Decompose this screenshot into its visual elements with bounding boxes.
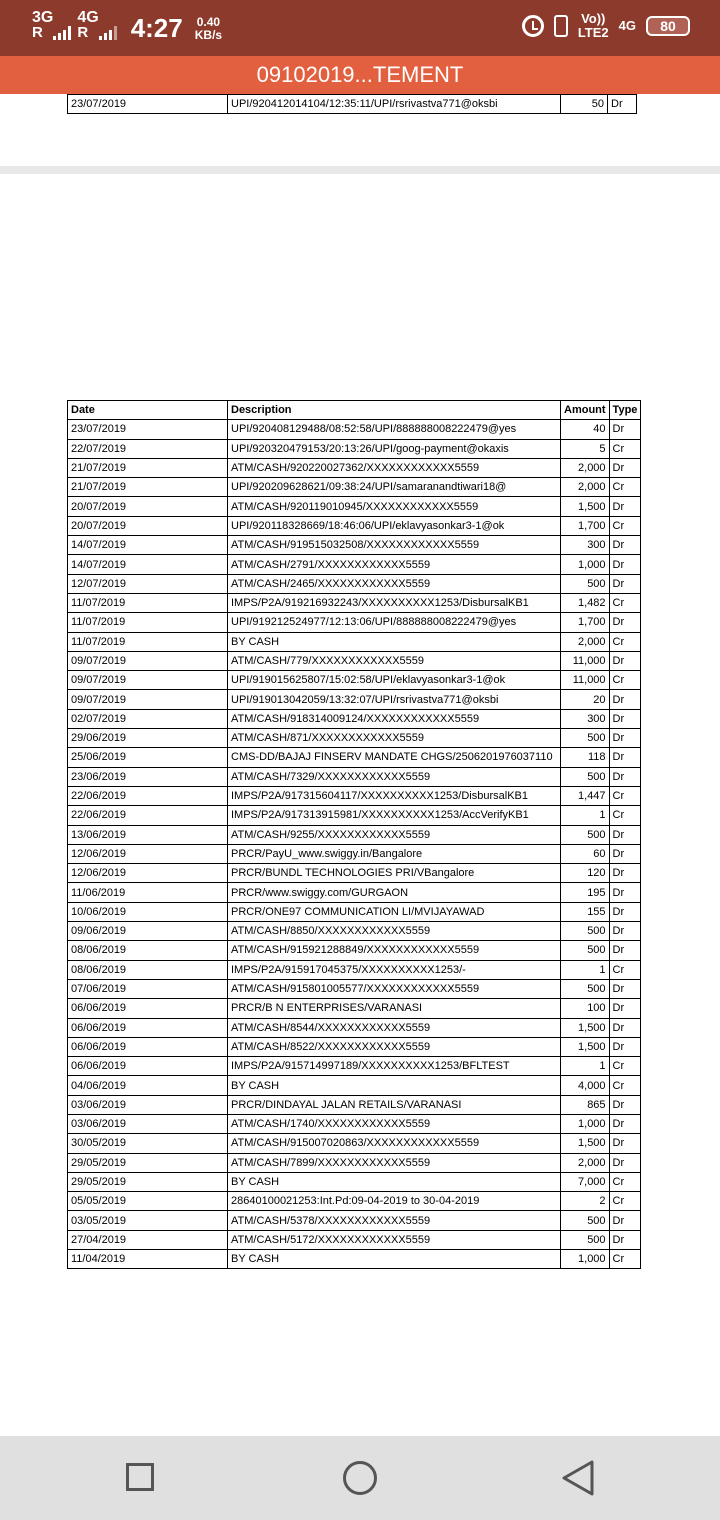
table-row bbox=[68, 1192, 641, 1211]
table-row bbox=[68, 497, 641, 516]
cell-type: Dr bbox=[609, 1230, 641, 1249]
cell-type: Cr bbox=[609, 1057, 641, 1076]
table-row bbox=[68, 1211, 641, 1230]
document-title: 09102019...TEMENT bbox=[256, 62, 464, 87]
network-type-2: 4G bbox=[77, 9, 99, 26]
table-row bbox=[68, 1095, 641, 1114]
battery-level: 80 bbox=[660, 18, 676, 34]
cell-type: Cr bbox=[609, 1250, 641, 1269]
cell-description: UPI/919212524977/12:13:06/UPI/888888008222479@yes bbox=[228, 613, 561, 632]
cell-type: Cr bbox=[609, 671, 641, 690]
table-row bbox=[68, 439, 641, 458]
cell-date: 14/07/2019 bbox=[68, 555, 228, 574]
network-indicator-1 bbox=[32, 10, 53, 40]
table-row bbox=[68, 516, 641, 535]
cell-amount: 1 bbox=[561, 806, 610, 825]
table-row bbox=[68, 458, 641, 477]
cell-type: Dr bbox=[609, 941, 641, 960]
header-amount: Amount bbox=[561, 401, 610, 420]
cell-amount: 500 bbox=[561, 1211, 610, 1230]
cell-type: Cr bbox=[609, 1076, 641, 1095]
cell-type: Dr bbox=[609, 748, 641, 767]
vibrate-icon bbox=[554, 15, 568, 37]
cell-date: 21/07/2019 bbox=[68, 458, 228, 477]
roaming-1: R bbox=[32, 24, 43, 41]
recents-square-icon[interactable] bbox=[126, 1463, 154, 1491]
cell-type: Dr bbox=[609, 420, 641, 439]
cell-description: ATM/CASH/9255/XXXXXXXXXXXX5559 bbox=[228, 825, 561, 844]
cell-description: UPI/920412014104/12:35:11/UPI/rsrivastva771@oksbi bbox=[228, 95, 561, 114]
cell-description: PRCR/PayU_www.swiggy.in/Bangalore bbox=[228, 844, 561, 863]
cell-description: CMS-DD/BAJAJ FINSERV MANDATE CHGS/2506201976037110 bbox=[228, 748, 561, 767]
cell-type: Dr bbox=[609, 690, 641, 709]
alarm-icon bbox=[522, 15, 544, 37]
cell-type: Dr bbox=[609, 574, 641, 593]
cell-description: IMPS/P2A/919216932243/XXXXXXXXXX1253/DisbursalKB1 bbox=[228, 593, 561, 612]
table-row bbox=[68, 999, 641, 1018]
cell-date: 23/06/2019 bbox=[68, 767, 228, 786]
cell-description: PRCR/ONE97 COMMUNICATION LI/MVIJAYAWAD bbox=[228, 902, 561, 921]
cell-description: UPI/919015625807/15:02:58/UPI/eklavyasonkar3-1@ok bbox=[228, 671, 561, 690]
cell-amount: 300 bbox=[561, 536, 610, 555]
table-row bbox=[68, 593, 641, 612]
cell-description: UPI/920209628621/09:38:24/UPI/samaranandtiwari18@ bbox=[228, 478, 561, 497]
cell-date: 21/07/2019 bbox=[68, 478, 228, 497]
table-row bbox=[68, 979, 641, 998]
signal-bars-1-icon bbox=[53, 26, 71, 40]
cell-amount: 60 bbox=[561, 844, 610, 863]
table-row bbox=[68, 1250, 641, 1269]
cell-description: PRCR/DINDAYAL JALAN RETAILS/VARANASI bbox=[228, 1095, 561, 1114]
speed-value: 0.40 bbox=[196, 15, 221, 29]
cell-description: UPI/920408129488/08:52:58/UPI/888888008222479@yes bbox=[228, 420, 561, 439]
cell-description: ATM/CASH/8522/XXXXXXXXXXXX5559 bbox=[228, 1037, 561, 1056]
cell-description: ATM/CASH/915007020863/XXXXXXXXXXXX5559 bbox=[228, 1134, 561, 1153]
table-row bbox=[68, 690, 641, 709]
cell-type: Dr bbox=[609, 1211, 641, 1230]
table-row bbox=[68, 709, 641, 728]
cell-date: 12/06/2019 bbox=[68, 864, 228, 883]
volte-indicator bbox=[578, 12, 609, 40]
cell-amount: 120 bbox=[561, 864, 610, 883]
cell-date: 11/04/2019 bbox=[68, 1250, 228, 1269]
back-triangle-icon[interactable] bbox=[560, 1459, 596, 1497]
navigation-bar bbox=[0, 1436, 720, 1520]
cell-amount: 1,447 bbox=[561, 786, 610, 805]
cell-date: 22/06/2019 bbox=[68, 786, 228, 805]
cell-amount: 2,000 bbox=[561, 478, 610, 497]
cell-amount: 1,500 bbox=[561, 1134, 610, 1153]
cell-type: Dr bbox=[609, 1114, 641, 1133]
status-bar bbox=[0, 0, 720, 56]
cell-amount: 7,000 bbox=[561, 1172, 610, 1191]
cell-amount: 2,000 bbox=[561, 1153, 610, 1172]
cell-description: BY CASH bbox=[228, 1076, 561, 1095]
cell-date: 09/07/2019 bbox=[68, 651, 228, 670]
cell-type: Cr bbox=[609, 632, 641, 651]
cell-description: ATM/CASH/7329/XXXXXXXXXXXX5559 bbox=[228, 767, 561, 786]
cell-description: ATM/CASH/915921288849/XXXXXXXXXXXX5559 bbox=[228, 941, 561, 960]
cell-description: PRCR/BUNDL TECHNOLOGIES PRI/VBangalore bbox=[228, 864, 561, 883]
cell-type: Dr bbox=[609, 864, 641, 883]
cell-date: 20/07/2019 bbox=[68, 516, 228, 535]
cell-date: 03/05/2019 bbox=[68, 1211, 228, 1230]
cell-description: ATM/CASH/2791/XXXXXXXXXXXX5559 bbox=[228, 555, 561, 574]
table-row bbox=[68, 671, 641, 690]
cell-type: Cr bbox=[609, 786, 641, 805]
cell-type: Cr bbox=[609, 593, 641, 612]
cell-description: ATM/CASH/920220027362/XXXXXXXXXXXX5559 bbox=[228, 458, 561, 477]
cell-amount: 50 bbox=[561, 95, 608, 114]
cell-amount: 1,700 bbox=[561, 516, 610, 535]
cell-date: 06/06/2019 bbox=[68, 1037, 228, 1056]
cell-date: 03/06/2019 bbox=[68, 1114, 228, 1133]
cell-date: 06/06/2019 bbox=[68, 1057, 228, 1076]
cell-amount: 2 bbox=[561, 1192, 610, 1211]
cell-amount: 118 bbox=[561, 748, 610, 767]
cell-date: 29/05/2019 bbox=[68, 1172, 228, 1191]
table-row bbox=[68, 420, 641, 439]
table-row bbox=[68, 767, 641, 786]
cell-amount: 1,500 bbox=[561, 1018, 610, 1037]
table-row bbox=[68, 844, 641, 863]
cell-amount: 1,000 bbox=[561, 1114, 610, 1133]
cell-type: Dr bbox=[609, 902, 641, 921]
cell-amount: 11,000 bbox=[561, 671, 610, 690]
cell-amount: 500 bbox=[561, 922, 610, 941]
clock: 4:27 bbox=[130, 13, 183, 43]
cell-amount: 1,000 bbox=[561, 555, 610, 574]
cell-date: 30/05/2019 bbox=[68, 1134, 228, 1153]
table-row bbox=[68, 864, 641, 883]
cell-amount: 2,000 bbox=[561, 458, 610, 477]
table-row bbox=[68, 1172, 641, 1191]
table-row bbox=[68, 786, 641, 805]
cell-description: ATM/CASH/8850/XXXXXXXXXXXX5559 bbox=[228, 922, 561, 941]
table-row bbox=[68, 613, 641, 632]
table-row bbox=[68, 1230, 641, 1249]
table-row bbox=[68, 1134, 641, 1153]
cell-amount: 500 bbox=[561, 729, 610, 748]
cell-amount: 5 bbox=[561, 439, 610, 458]
table-row bbox=[68, 922, 641, 941]
network-speed bbox=[195, 16, 222, 42]
cell-type: Dr bbox=[609, 1037, 641, 1056]
cell-type: Dr bbox=[609, 979, 641, 998]
cell-description: ATM/CASH/871/XXXXXXXXXXXX5559 bbox=[228, 729, 561, 748]
table-row bbox=[68, 1057, 641, 1076]
cell-type: Cr bbox=[609, 516, 641, 535]
cell-description: ATM/CASH/8544/XXXXXXXXXXXX5559 bbox=[228, 1018, 561, 1037]
table-row bbox=[68, 1153, 641, 1172]
cell-description: IMPS/P2A/915917045375/XXXXXXXXXX1253/- bbox=[228, 960, 561, 979]
cell-description: ATM/CASH/7899/XXXXXXXXXXXX5559 bbox=[228, 1153, 561, 1172]
cell-amount: 155 bbox=[561, 902, 610, 921]
cell-description: ATM/CASH/918314009124/XXXXXXXXXXXX5559 bbox=[228, 709, 561, 728]
cell-description: ATM/CASH/915801005577/XXXXXXXXXXXX5559 bbox=[228, 979, 561, 998]
cell-amount: 500 bbox=[561, 979, 610, 998]
table-row bbox=[68, 651, 641, 670]
cell-date: 11/07/2019 bbox=[68, 632, 228, 651]
cell-description: PRCR/B N ENTERPRISES/VARANASI bbox=[228, 999, 561, 1018]
cell-amount: 2,000 bbox=[561, 632, 610, 651]
cell-amount: 4,000 bbox=[561, 1076, 610, 1095]
table-row bbox=[68, 1018, 641, 1037]
cell-amount: 1,482 bbox=[561, 593, 610, 612]
header-date: Date bbox=[68, 401, 228, 420]
cell-date: 29/05/2019 bbox=[68, 1153, 228, 1172]
battery-icon bbox=[646, 16, 690, 36]
page-divider bbox=[0, 166, 720, 174]
cell-type: Dr bbox=[609, 613, 641, 632]
cell-type: Cr bbox=[609, 1192, 641, 1211]
cell-amount: 1,000 bbox=[561, 1250, 610, 1269]
document-title-bar[interactable] bbox=[0, 56, 720, 94]
cell-type: Cr bbox=[609, 478, 641, 497]
cell-type: Dr bbox=[609, 458, 641, 477]
table-row bbox=[68, 1037, 641, 1056]
cell-type: Dr bbox=[609, 999, 641, 1018]
cell-description: IMPS/P2A/917313915981/XXXXXXXXXX1253/AccVerifyKB1 bbox=[228, 806, 561, 825]
cell-description: UPI/920118328669/18:46:06/UPI/eklavyasonkar3-1@ok bbox=[228, 516, 561, 535]
table-row bbox=[68, 941, 641, 960]
cell-type: Dr bbox=[609, 1134, 641, 1153]
cell-type: Dr bbox=[609, 922, 641, 941]
table-row bbox=[68, 729, 641, 748]
cell-description: BY CASH bbox=[228, 1250, 561, 1269]
cell-type: Dr bbox=[609, 536, 641, 555]
cell-amount: 865 bbox=[561, 1095, 610, 1114]
cell-date: 23/07/2019 bbox=[68, 95, 228, 114]
cell-date: 04/06/2019 bbox=[68, 1076, 228, 1095]
lte2-label: LTE2 bbox=[577, 25, 609, 40]
table-row bbox=[68, 95, 637, 114]
table-row bbox=[68, 632, 641, 651]
cell-description: ATM/CASH/1740/XXXXXXXXXXXX5559 bbox=[228, 1114, 561, 1133]
cell-type: Dr bbox=[609, 1153, 641, 1172]
cell-amount: 1,500 bbox=[561, 497, 610, 516]
cell-amount: 500 bbox=[561, 825, 610, 844]
cell-amount: 40 bbox=[561, 420, 610, 439]
table-row bbox=[68, 536, 641, 555]
4g-indicator: 4G bbox=[618, 18, 636, 33]
cell-date: 09/07/2019 bbox=[68, 671, 228, 690]
cell-date: 07/06/2019 bbox=[68, 979, 228, 998]
table-row bbox=[68, 1076, 641, 1095]
speed-unit: KB/s bbox=[194, 28, 223, 42]
volte-label: Vo)) bbox=[581, 11, 606, 26]
cell-date: 09/07/2019 bbox=[68, 690, 228, 709]
cell-type: Dr bbox=[609, 555, 641, 574]
cell-amount: 11,000 bbox=[561, 651, 610, 670]
cell-description: UPI/920320479153/20:13:26/UPI/goog-payment@okaxis bbox=[228, 439, 561, 458]
cell-amount: 500 bbox=[561, 767, 610, 786]
cell-date: 27/04/2019 bbox=[68, 1230, 228, 1249]
cell-date: 29/06/2019 bbox=[68, 729, 228, 748]
cell-date: 11/07/2019 bbox=[68, 613, 228, 632]
header-description: Description bbox=[228, 401, 561, 420]
cell-type: Dr bbox=[609, 825, 641, 844]
cell-description: BY CASH bbox=[228, 1172, 561, 1191]
table-row bbox=[68, 555, 641, 574]
cell-amount: 1,700 bbox=[561, 613, 610, 632]
cell-date: 09/06/2019 bbox=[68, 922, 228, 941]
cell-date: 20/07/2019 bbox=[68, 497, 228, 516]
cell-amount: 500 bbox=[561, 1230, 610, 1249]
cell-amount: 100 bbox=[561, 999, 610, 1018]
cell-date: 10/06/2019 bbox=[68, 902, 228, 921]
table-row bbox=[68, 902, 641, 921]
cell-type: Cr bbox=[609, 806, 641, 825]
cell-amount: 300 bbox=[561, 709, 610, 728]
cell-date: 22/07/2019 bbox=[68, 439, 228, 458]
network-indicator-2 bbox=[77, 10, 98, 40]
previous-page-table bbox=[67, 94, 637, 114]
cell-amount: 195 bbox=[561, 883, 610, 902]
cell-date: 08/06/2019 bbox=[68, 960, 228, 979]
table-row bbox=[68, 960, 641, 979]
cell-date: 12/07/2019 bbox=[68, 574, 228, 593]
cell-date: 14/07/2019 bbox=[68, 536, 228, 555]
cell-date: 02/07/2019 bbox=[68, 709, 228, 728]
table-row bbox=[68, 825, 641, 844]
cell-date: 03/06/2019 bbox=[68, 1095, 228, 1114]
table-row bbox=[68, 748, 641, 767]
cell-description: PRCR/www.swiggy.com/GURGAON bbox=[228, 883, 561, 902]
cell-date: 11/07/2019 bbox=[68, 593, 228, 612]
cell-date: 05/05/2019 bbox=[68, 1192, 228, 1211]
cell-date: 13/06/2019 bbox=[68, 825, 228, 844]
header-type: Type bbox=[609, 401, 641, 420]
table-row bbox=[68, 478, 641, 497]
cell-type: Dr bbox=[608, 95, 637, 114]
cell-amount: 1,500 bbox=[561, 1037, 610, 1056]
cell-description: IMPS/P2A/917315604117/XXXXXXXXXX1253/DisbursalKB1 bbox=[228, 786, 561, 805]
cell-description: IMPS/P2A/915714997189/XXXXXXXXXX1253/BFLTEST bbox=[228, 1057, 561, 1076]
cell-date: 25/06/2019 bbox=[68, 748, 228, 767]
table-row bbox=[68, 574, 641, 593]
table-row bbox=[68, 883, 641, 902]
cell-type: Dr bbox=[609, 767, 641, 786]
cell-amount: 500 bbox=[561, 574, 610, 593]
cell-type: Dr bbox=[609, 497, 641, 516]
table-header-row bbox=[68, 401, 641, 420]
cell-type: Cr bbox=[609, 960, 641, 979]
network-type-1: 3G bbox=[32, 9, 54, 26]
cell-description: ATM/CASH/920119010945/XXXXXXXXXXXX5559 bbox=[228, 497, 561, 516]
cell-description: ATM/CASH/5172/XXXXXXXXXXXX5559 bbox=[228, 1230, 561, 1249]
home-circle-icon[interactable] bbox=[343, 1461, 377, 1495]
cell-description: ATM/CASH/779/XXXXXXXXXXXX5559 bbox=[228, 651, 561, 670]
transactions-body bbox=[68, 420, 641, 1269]
cell-type: Cr bbox=[609, 439, 641, 458]
cell-date: 23/07/2019 bbox=[68, 420, 228, 439]
cell-type: Cr bbox=[609, 1172, 641, 1191]
cell-date: 22/06/2019 bbox=[68, 806, 228, 825]
cell-type: Dr bbox=[609, 709, 641, 728]
cell-type: Dr bbox=[609, 1018, 641, 1037]
table-row bbox=[68, 1114, 641, 1133]
cell-date: 06/06/2019 bbox=[68, 1018, 228, 1037]
table-row bbox=[68, 806, 641, 825]
cell-type: Dr bbox=[609, 844, 641, 863]
transactions-table bbox=[67, 400, 641, 1269]
cell-date: 08/06/2019 bbox=[68, 941, 228, 960]
cell-type: Dr bbox=[609, 883, 641, 902]
cell-amount: 500 bbox=[561, 941, 610, 960]
cell-description: BY CASH bbox=[228, 632, 561, 651]
cell-amount: 1 bbox=[561, 1057, 610, 1076]
cell-amount: 1 bbox=[561, 960, 610, 979]
cell-description: ATM/CASH/2465/XXXXXXXXXXXX5559 bbox=[228, 574, 561, 593]
cell-description: ATM/CASH/919515032508/XXXXXXXXXXXX5559 bbox=[228, 536, 561, 555]
cell-type: Dr bbox=[609, 651, 641, 670]
cell-description: UPI/919013042059/13:32:07/UPI/rsrivastva771@oksbi bbox=[228, 690, 561, 709]
cell-description: ATM/CASH/5378/XXXXXXXXXXXX5559 bbox=[228, 1211, 561, 1230]
cell-amount: 20 bbox=[561, 690, 610, 709]
signal-bars-2-icon bbox=[99, 26, 117, 40]
cell-date: 06/06/2019 bbox=[68, 999, 228, 1018]
cell-date: 12/06/2019 bbox=[68, 844, 228, 863]
cell-type: Dr bbox=[609, 729, 641, 748]
cell-type: Dr bbox=[609, 1095, 641, 1114]
roaming-2: R bbox=[77, 24, 89, 41]
cell-date: 11/06/2019 bbox=[68, 883, 228, 902]
cell-description: 28640100021253:Int.Pd:09-04-2019 to 30-04-2019 bbox=[228, 1192, 561, 1211]
